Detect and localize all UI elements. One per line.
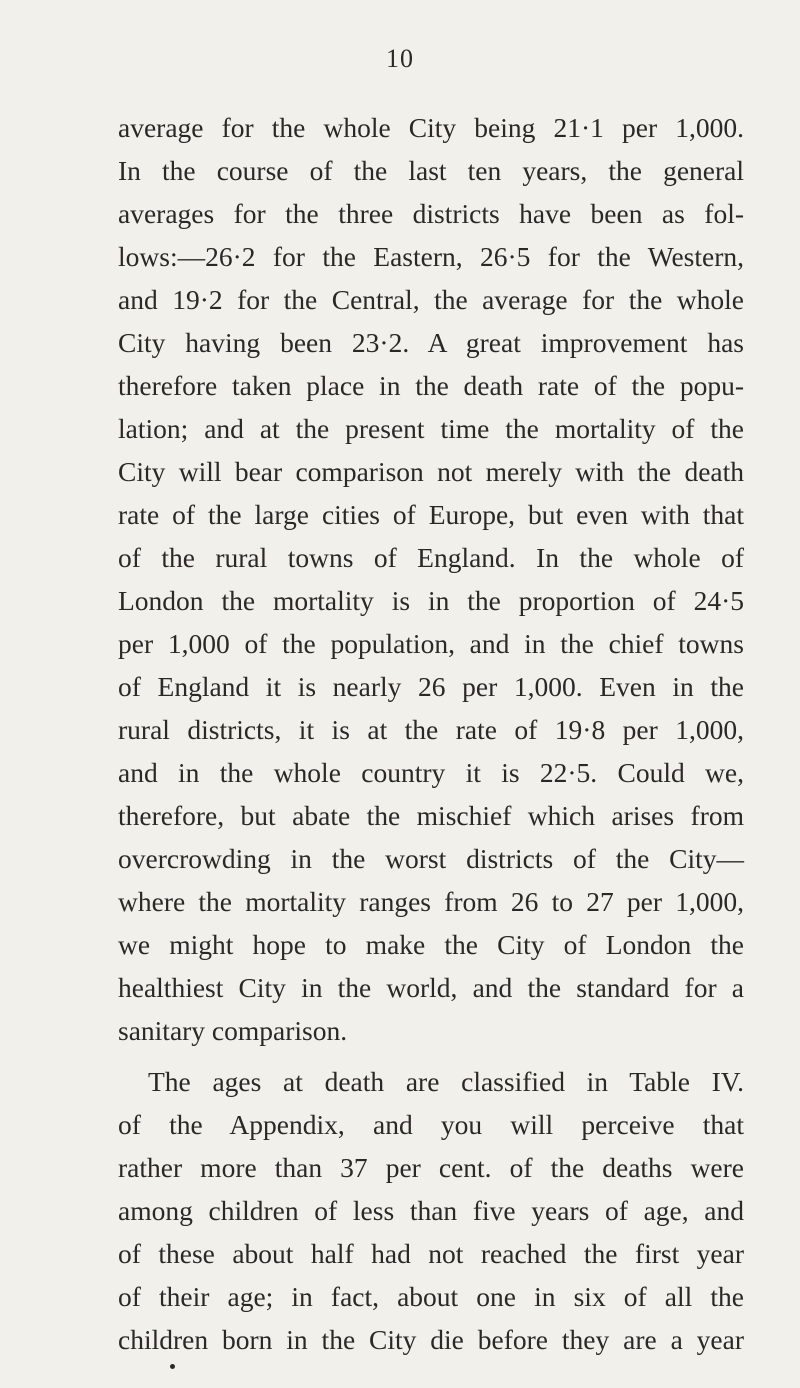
text-line: of the Appendix, and you will perceive that — [118, 1109, 744, 1140]
paragraph-2 — [118, 1060, 744, 1361]
text-line: rate of the large cities of Europe, but even with that — [118, 499, 744, 530]
page-number: 10 — [386, 44, 414, 73]
text-line: average for the whole City being 21·1 per 1,000. — [118, 112, 744, 143]
text-line: averages for the three districts have been as fol- — [118, 198, 744, 229]
text-line: of their age; in fact, about one in six of all the — [118, 1281, 744, 1312]
paragraph-spacer — [118, 1052, 744, 1060]
text-line: lows:—26·2 for the Eastern, 26·5 for the Western, — [118, 241, 744, 272]
text-line: healthiest City in the world, and the standard for a — [118, 972, 744, 1003]
text-line: of England it is nearly 26 per 1,000. Even in the — [118, 671, 744, 702]
text-line: of the rural towns of England. In the whole of — [118, 542, 744, 573]
text-line: The ages at death are classified in Table IV. — [148, 1066, 744, 1097]
text-line: sanitary comparison. — [118, 1015, 348, 1046]
body-text — [118, 106, 744, 1361]
text-line: where the mortality ranges from 26 to 27 per 1,000, — [118, 886, 744, 917]
text-line: per 1,000 of the population, and in the chief towns — [118, 628, 744, 659]
text-line: and 19·2 for the Central, the average for the whole — [118, 284, 744, 315]
text-line: City will bear comparison not merely with the death — [118, 456, 744, 487]
text-line: we might hope to make the City of London the — [118, 929, 744, 960]
paragraph-1 — [118, 106, 744, 1052]
text-line: therefore, but abate the mischief which arises from — [118, 800, 744, 831]
text-line: rather more than 37 per cent. of the deaths were — [118, 1152, 744, 1183]
text-line: rural districts, it is at the rate of 19·8 per 1,000, — [118, 714, 744, 745]
text-line: among children of less than five years of age, and — [118, 1195, 744, 1226]
ink-speck — [170, 1364, 175, 1369]
text-line: and in the whole country it is 22·5. Could we, — [118, 757, 744, 788]
text-line: overcrowding in the worst districts of the City— — [118, 843, 744, 874]
text-line: of these about half had not reached the first year — [118, 1238, 744, 1269]
text-line: City having been 23·2. A great improvement has — [118, 327, 744, 358]
text-line: London the mortality is in the proportion of 24·5 — [118, 585, 744, 616]
text-line: lation; and at the present time the mortality of the — [118, 413, 744, 444]
text-line: therefore taken place in the death rate of the popu- — [118, 370, 744, 401]
text-line: children born in the City die before they are a year — [118, 1324, 744, 1355]
text-line: In the course of the last ten years, the general — [118, 155, 744, 186]
